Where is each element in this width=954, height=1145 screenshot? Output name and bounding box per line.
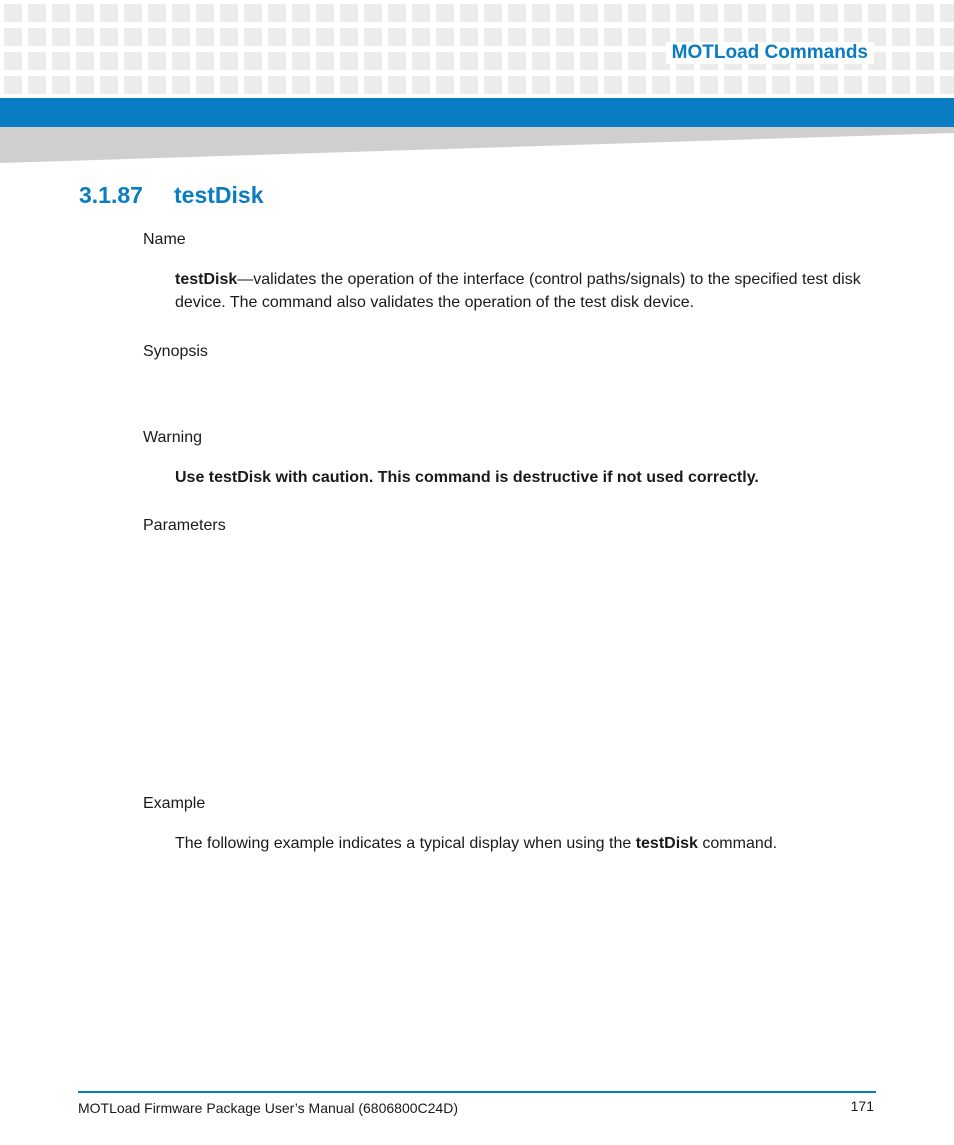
footer-manual-title: MOTLoad Firmware Package User’s Manual (6806800C24D): [78, 1100, 458, 1116]
name-command: testDisk: [175, 271, 238, 288]
header-gray-swoosh: [0, 127, 954, 163]
example-text: [175, 832, 885, 855]
example-text-before: The following example indicates a typical display when using the: [175, 835, 636, 852]
example-command: testDisk: [635, 835, 698, 852]
section-heading: [79, 182, 263, 209]
parameters-label: Parameters: [143, 517, 226, 534]
header-blue-bar: [0, 98, 954, 127]
name-label: Name: [143, 231, 186, 248]
section-title: testDisk: [174, 182, 264, 208]
footer-rule: [78, 1091, 876, 1093]
example-text-after: command.: [697, 835, 778, 852]
warning-label: Warning: [143, 429, 202, 446]
synopsis-label: Synopsis: [143, 343, 208, 360]
warning-bold-text: Use testDisk with caution. This command is destructive if not used correctly.: [175, 469, 759, 486]
example-label: Example: [143, 795, 206, 812]
name-description-text: —validates the operation of the interface (control paths/signals) to the specified test disk device. The command also validates the operation of the test disk device.: [175, 271, 861, 311]
warning-text: [175, 466, 885, 489]
running-header-title: MOTLoad Commands: [666, 42, 874, 64]
section-number: 3.1.87: [79, 182, 143, 208]
page-number: 171: [850, 1098, 874, 1114]
name-description: [175, 268, 885, 314]
